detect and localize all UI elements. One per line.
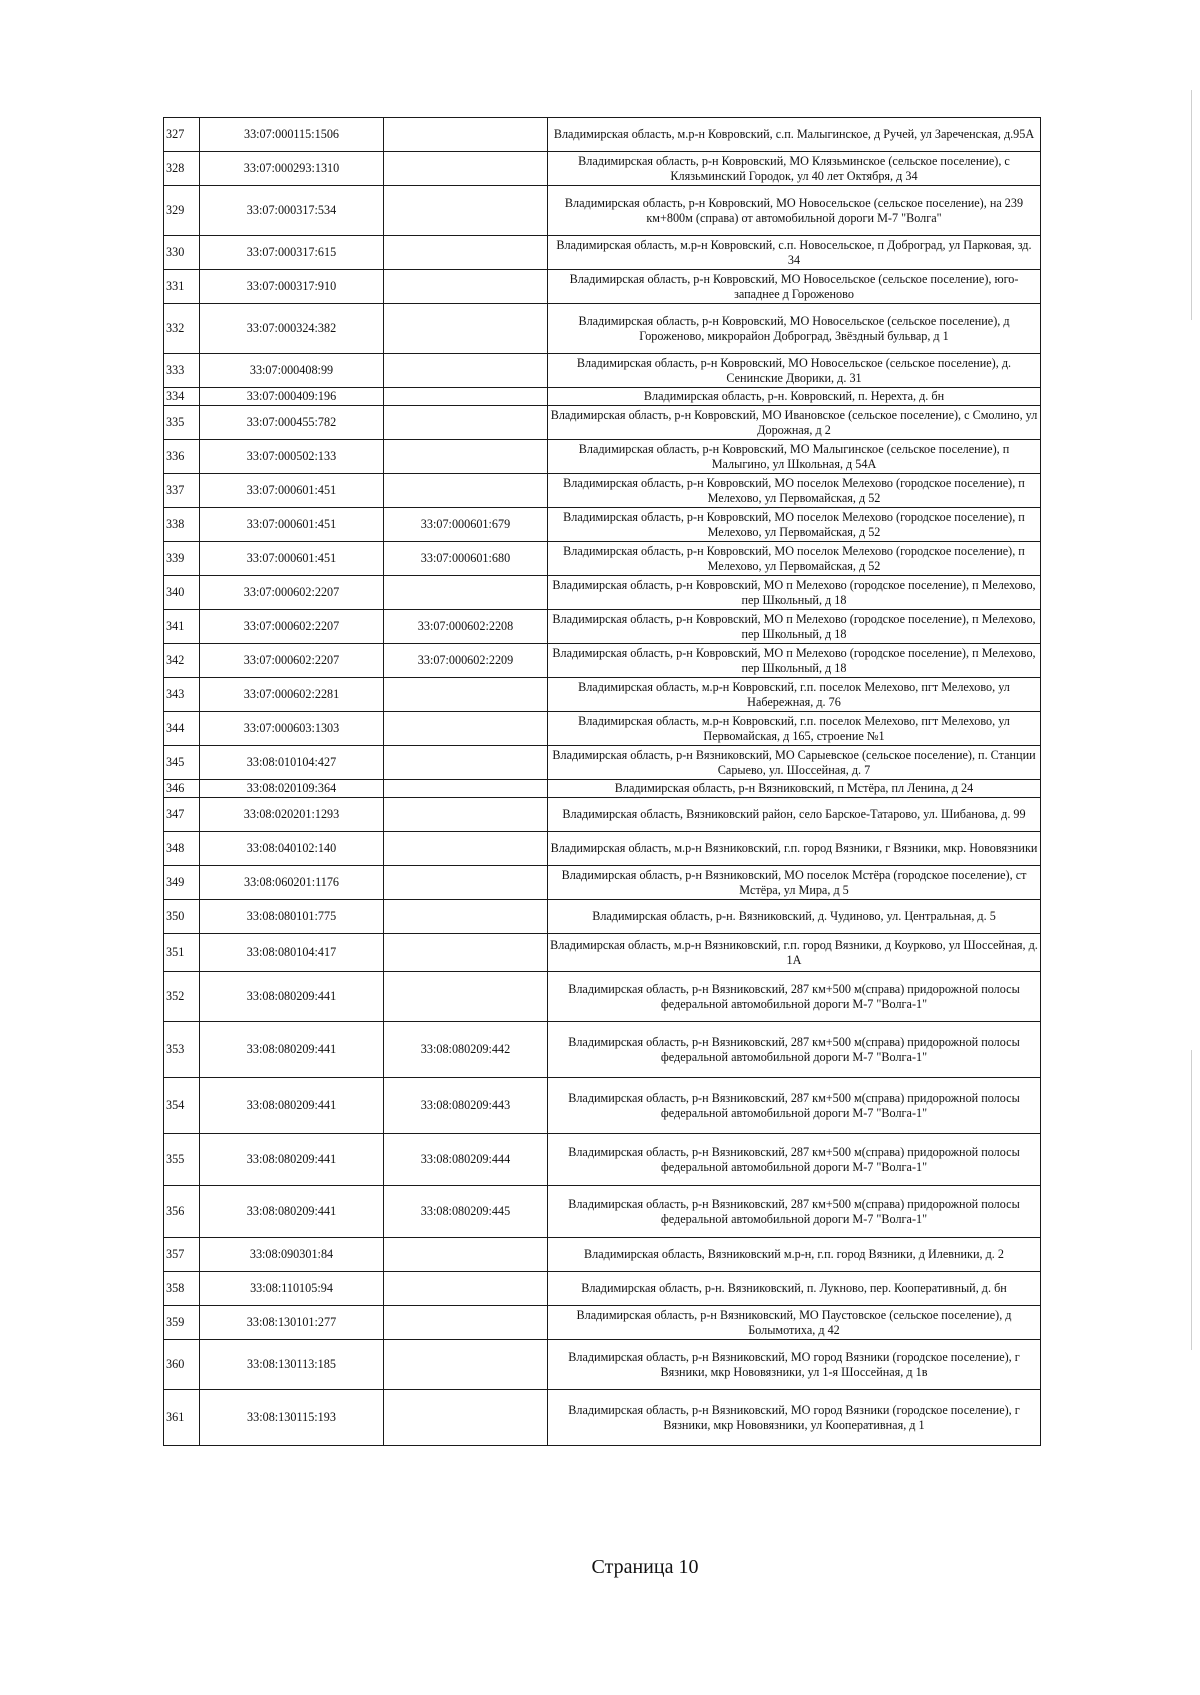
cadastral-number-cell: 33:08:130101:277 bbox=[200, 1306, 384, 1340]
address-cell: Владимирская область, р-н Ковровский, МО п Мелехово (городское поселение), п Мелехово, пер Школьный, д 18 bbox=[548, 576, 1041, 610]
cadastral-number-cell: 33:08:080209:441 bbox=[200, 1134, 384, 1186]
table-row bbox=[164, 542, 1041, 576]
cadastral-number-cell: 33:07:000408:99 bbox=[200, 354, 384, 388]
table-row bbox=[164, 712, 1041, 746]
row-number-cell: 348 bbox=[164, 832, 200, 866]
sub-cadastral-number-cell bbox=[384, 152, 548, 186]
cadastral-number-cell: 33:07:000115:1506 bbox=[200, 118, 384, 152]
address-cell: Владимирская область, р-н Ковровский, МО п Мелехово (городское поселение), п Мелехово, пер Школьный, д 18 bbox=[548, 644, 1041, 678]
address-cell: Владимирская область, р-н Ковровский, МО поселок Мелехово (городское поселение), п Мелехово, ул Первомайская, д 52 bbox=[548, 542, 1041, 576]
sub-cadastral-number-cell bbox=[384, 388, 548, 406]
scan-edge-mark bbox=[1191, 1050, 1192, 1350]
table-row bbox=[164, 832, 1041, 866]
address-cell: Владимирская область, р-н Вязниковский, п Мстёра, пл Ленина, д 24 bbox=[548, 780, 1041, 798]
table-row bbox=[164, 1134, 1041, 1186]
sub-cadastral-number-cell bbox=[384, 576, 548, 610]
row-number-cell: 347 bbox=[164, 798, 200, 832]
table-row bbox=[164, 798, 1041, 832]
cadastral-number-cell: 33:08:080209:441 bbox=[200, 1186, 384, 1238]
address-cell: Владимирская область, р-н Вязниковский, 287 км+500 м(справа) придорожной полосы федеральной автомобильной дороги М-7 "Волга-1" bbox=[548, 1134, 1041, 1186]
cadastral-number-cell: 33:07:000502:133 bbox=[200, 440, 384, 474]
address-cell: Владимирская область, р-н Ковровский, МО Новосельское (сельское поселение), д. Сенинские Дворики, д. 31 bbox=[548, 354, 1041, 388]
register-sheet bbox=[163, 117, 1040, 1446]
row-number-cell: 358 bbox=[164, 1272, 200, 1306]
row-number-cell: 343 bbox=[164, 678, 200, 712]
address-cell: Владимирская область, р-н Ковровский, МО п Мелехово (городское поселение), п Мелехово, пер Школьный, д 18 bbox=[548, 610, 1041, 644]
cadastral-number-cell: 33:07:000602:2207 bbox=[200, 576, 384, 610]
address-cell: Владимирская область, р-н Вязниковский, МО поселок Мстёра (городское поселение), ст Мстёра, ул Мира, д 5 bbox=[548, 866, 1041, 900]
address-cell: Владимирская область, р-н. Ковровский, п. Нерехта, д. бн bbox=[548, 388, 1041, 406]
table-row bbox=[164, 644, 1041, 678]
table-row bbox=[164, 900, 1041, 934]
row-number-cell: 359 bbox=[164, 1306, 200, 1340]
address-cell: Владимирская область, м.р-н Вязниковский, г.п. город Вязники, д Коурково, ул Шоссейная, д. 1А bbox=[548, 934, 1041, 972]
sub-cadastral-number-cell: 33:08:080209:443 bbox=[384, 1078, 548, 1134]
row-number-cell: 349 bbox=[164, 866, 200, 900]
row-number-cell: 346 bbox=[164, 780, 200, 798]
row-number-cell: 340 bbox=[164, 576, 200, 610]
row-number-cell: 329 bbox=[164, 186, 200, 236]
address-cell: Владимирская область, р-н Вязниковский, МО Сарыевское (сельское поселение), п. Станции Сарыево, ул. Шоссейная, д. 7 bbox=[548, 746, 1041, 780]
cadastral-number-cell: 33:07:000324:382 bbox=[200, 304, 384, 354]
table-row bbox=[164, 152, 1041, 186]
sub-cadastral-number-cell bbox=[384, 1340, 548, 1390]
cadastral-number-cell: 33:07:000317:910 bbox=[200, 270, 384, 304]
row-number-cell: 350 bbox=[164, 900, 200, 934]
cadastral-number-cell: 33:08:130113:185 bbox=[200, 1340, 384, 1390]
table-row bbox=[164, 304, 1041, 354]
page-number-label: Страница 10 bbox=[591, 1556, 699, 1578]
address-cell: Владимирская область, р-н Ковровский, МО Новосельское (сельское поселение), д Гороженово, микрорайон Доброград, Звёздный бульвар, д 1 bbox=[548, 304, 1041, 354]
cadastral-number-cell: 33:07:000602:2207 bbox=[200, 644, 384, 678]
address-cell: Владимирская область, р-н Вязниковский, 287 км+500 м(справа) придорожной полосы федеральной автомобильной дороги М-7 "Волга-1" bbox=[548, 1022, 1041, 1078]
cadastral-number-cell: 33:07:000601:451 bbox=[200, 474, 384, 508]
row-number-cell: 341 bbox=[164, 610, 200, 644]
sub-cadastral-number-cell bbox=[384, 1238, 548, 1272]
row-number-cell: 328 bbox=[164, 152, 200, 186]
sub-cadastral-number-cell bbox=[384, 1390, 548, 1446]
sub-cadastral-number-cell bbox=[384, 304, 548, 354]
row-number-cell: 345 bbox=[164, 746, 200, 780]
cadastral-number-cell: 33:07:000293:1310 bbox=[200, 152, 384, 186]
sub-cadastral-number-cell bbox=[384, 186, 548, 236]
table-row bbox=[164, 576, 1041, 610]
address-cell: Владимирская область, м.р-н Вязниковский, г.п. город Вязники, г Вязники, мкр. Нововязники bbox=[548, 832, 1041, 866]
cadastral-number-cell: 33:08:020201:1293 bbox=[200, 798, 384, 832]
table-row bbox=[164, 440, 1041, 474]
sub-cadastral-number-cell bbox=[384, 972, 548, 1022]
cadastral-number-cell: 33:08:080209:441 bbox=[200, 1078, 384, 1134]
sub-cadastral-number-cell: 33:08:080209:442 bbox=[384, 1022, 548, 1078]
sub-cadastral-number-cell bbox=[384, 678, 548, 712]
row-number-cell: 333 bbox=[164, 354, 200, 388]
cadastral-number-cell: 33:08:110105:94 bbox=[200, 1272, 384, 1306]
cadastral-number-cell: 33:08:080104:417 bbox=[200, 934, 384, 972]
sub-cadastral-number-cell bbox=[384, 1306, 548, 1340]
cadastral-number-cell: 33:07:000602:2281 bbox=[200, 678, 384, 712]
address-cell: Владимирская область, р-н Вязниковский, 287 км+500 м(справа) придорожной полосы федеральной автомобильной дороги М-7 "Волга-1" bbox=[548, 1078, 1041, 1134]
table-row bbox=[164, 270, 1041, 304]
row-number-cell: 332 bbox=[164, 304, 200, 354]
address-cell: Владимирская область, р-н Ковровский, МО поселок Мелехово (городское поселение), п Мелехово, ул Первомайская, д 52 bbox=[548, 508, 1041, 542]
address-cell: Владимирская область, м.р-н Ковровский, с.п. Малыгинское, д Ручей, ул Зареченская, д.95А bbox=[548, 118, 1041, 152]
row-number-cell: 353 bbox=[164, 1022, 200, 1078]
sub-cadastral-number-cell bbox=[384, 866, 548, 900]
address-cell: Владимирская область, Вязниковский район, село Барское-Татарово, ул. Шибанова, д. 99 bbox=[548, 798, 1041, 832]
row-number-cell: 337 bbox=[164, 474, 200, 508]
sub-cadastral-number-cell: 33:08:080209:444 bbox=[384, 1134, 548, 1186]
table-row bbox=[164, 866, 1041, 900]
address-cell: Владимирская область, р-н Вязниковский, 287 км+500 м(справа) придорожной полосы федеральной автомобильной дороги М-7 "Волга-1" bbox=[548, 972, 1041, 1022]
cadastral-number-cell: 33:07:000317:615 bbox=[200, 236, 384, 270]
table-row bbox=[164, 118, 1041, 152]
sub-cadastral-number-cell: 33:08:080209:445 bbox=[384, 1186, 548, 1238]
sub-cadastral-number-cell bbox=[384, 832, 548, 866]
table-row bbox=[164, 474, 1041, 508]
table-row bbox=[164, 1078, 1041, 1134]
address-cell: Владимирская область, р-н Ковровский, МО поселок Мелехово (городское поселение), п Мелехово, ул Первомайская, д 52 bbox=[548, 474, 1041, 508]
cadastral-number-cell: 33:07:000409:196 bbox=[200, 388, 384, 406]
cadastral-number-cell: 33:08:130115:193 bbox=[200, 1390, 384, 1446]
cadastral-number-cell: 33:08:080101:775 bbox=[200, 900, 384, 934]
sub-cadastral-number-cell bbox=[384, 746, 548, 780]
cadastral-number-cell: 33:08:080209:441 bbox=[200, 1022, 384, 1078]
address-cell: Владимирская область, р-н Ковровский, МО Новосельское (сельское поселение), на 239 км+800м (справа) от автомобильной дороги М-7 "Волга" bbox=[548, 186, 1041, 236]
scan-edge-mark bbox=[1191, 90, 1192, 320]
sub-cadastral-number-cell bbox=[384, 798, 548, 832]
address-cell: Владимирская область, Вязниковский м.р-н, г.п. город Вязники, д Илевники, д. 2 bbox=[548, 1238, 1041, 1272]
address-cell: Владимирская область, м.р-н Ковровский, г.п. поселок Мелехово, пгт Мелехово, ул Первомайская, д 165, строение №1 bbox=[548, 712, 1041, 746]
table-row bbox=[164, 406, 1041, 440]
table-row bbox=[164, 610, 1041, 644]
table-row bbox=[164, 388, 1041, 406]
cadastral-number-cell: 33:07:000601:451 bbox=[200, 508, 384, 542]
sub-cadastral-number-cell bbox=[384, 118, 548, 152]
table-row bbox=[164, 1022, 1041, 1078]
address-cell: Владимирская область, м.р-н Ковровский, с.п. Новосельское, п Доброград, ул Парковая, зд. 34 bbox=[548, 236, 1041, 270]
row-number-cell: 327 bbox=[164, 118, 200, 152]
table-row bbox=[164, 1390, 1041, 1446]
address-cell: Владимирская область, р-н Вязниковский, МО город Вязники (городское поселение), г Вязники, мкр Нововязники, ул Кооперативная, д 1 bbox=[548, 1390, 1041, 1446]
address-cell: Владимирская область, р-н Вязниковский, МО город Вязники (городское поселение), г Вязники, мкр Нововязники, ул 1-я Шоссейная, д 1в bbox=[548, 1340, 1041, 1390]
address-cell: Владимирская область, м.р-н Ковровский, г.п. поселок Мелехово, пгт Мелехово, ул Набережная, д. 76 bbox=[548, 678, 1041, 712]
sub-cadastral-number-cell bbox=[384, 474, 548, 508]
address-cell: Владимирская область, р-н. Вязниковский, п. Лукново, пер. Кооперативный, д. бн bbox=[548, 1272, 1041, 1306]
sub-cadastral-number-cell: 33:07:000602:2208 bbox=[384, 610, 548, 644]
table-row bbox=[164, 934, 1041, 972]
table-row bbox=[164, 186, 1041, 236]
row-number-cell: 330 bbox=[164, 236, 200, 270]
row-number-cell: 355 bbox=[164, 1134, 200, 1186]
sub-cadastral-number-cell bbox=[384, 712, 548, 746]
cadastral-number-cell: 33:08:010104:427 bbox=[200, 746, 384, 780]
row-number-cell: 357 bbox=[164, 1238, 200, 1272]
sub-cadastral-number-cell bbox=[384, 406, 548, 440]
address-cell: Владимирская область, р-н. Вязниковский, д. Чудиново, ул. Центральная, д. 5 bbox=[548, 900, 1041, 934]
row-number-cell: 354 bbox=[164, 1078, 200, 1134]
table-row bbox=[164, 236, 1041, 270]
sub-cadastral-number-cell bbox=[384, 270, 548, 304]
cadastral-number-cell: 33:08:090301:84 bbox=[200, 1238, 384, 1272]
cadastral-number-cell: 33:08:080209:441 bbox=[200, 972, 384, 1022]
row-number-cell: 360 bbox=[164, 1340, 200, 1390]
cadastral-number-cell: 33:08:060201:1176 bbox=[200, 866, 384, 900]
property-register-table bbox=[163, 117, 1041, 1446]
row-number-cell: 336 bbox=[164, 440, 200, 474]
sub-cadastral-number-cell bbox=[384, 780, 548, 798]
row-number-cell: 339 bbox=[164, 542, 200, 576]
address-cell: Владимирская область, р-н Вязниковский, МО Паустовское (сельское поселение), д Болымотиха, д 42 bbox=[548, 1306, 1041, 1340]
sub-cadastral-number-cell: 33:07:000602:2209 bbox=[384, 644, 548, 678]
sub-cadastral-number-cell bbox=[384, 236, 548, 270]
table-row bbox=[164, 746, 1041, 780]
sub-cadastral-number-cell: 33:07:000601:679 bbox=[384, 508, 548, 542]
row-number-cell: 331 bbox=[164, 270, 200, 304]
table-row bbox=[164, 780, 1041, 798]
table-row bbox=[164, 508, 1041, 542]
row-number-cell: 352 bbox=[164, 972, 200, 1022]
cadastral-number-cell: 33:08:020109:364 bbox=[200, 780, 384, 798]
address-cell: Владимирская область, р-н Ковровский, МО Клязьминское (сельское поселение), с Клязьминский Городок, ул 40 лет Октября, д 34 bbox=[548, 152, 1041, 186]
row-number-cell: 335 bbox=[164, 406, 200, 440]
cadastral-number-cell: 33:07:000601:451 bbox=[200, 542, 384, 576]
row-number-cell: 361 bbox=[164, 1390, 200, 1446]
row-number-cell: 351 bbox=[164, 934, 200, 972]
row-number-cell: 342 bbox=[164, 644, 200, 678]
sub-cadastral-number-cell bbox=[384, 1272, 548, 1306]
cadastral-number-cell: 33:07:000317:534 bbox=[200, 186, 384, 236]
row-number-cell: 356 bbox=[164, 1186, 200, 1238]
table-row bbox=[164, 1340, 1041, 1390]
cadastral-number-cell: 33:07:000603:1303 bbox=[200, 712, 384, 746]
address-cell: Владимирская область, р-н Вязниковский, 287 км+500 м(справа) придорожной полосы федеральной автомобильной дороги М-7 "Волга-1" bbox=[548, 1186, 1041, 1238]
address-cell: Владимирская область, р-н Ковровский, МО Ивановское (сельское поселение), с Смолино, ул Дорожная, д 2 bbox=[548, 406, 1041, 440]
table-row bbox=[164, 678, 1041, 712]
row-number-cell: 334 bbox=[164, 388, 200, 406]
table-row bbox=[164, 1306, 1041, 1340]
register-table-body bbox=[164, 118, 1041, 1446]
cadastral-number-cell: 33:07:000455:782 bbox=[200, 406, 384, 440]
cadastral-number-cell: 33:07:000602:2207 bbox=[200, 610, 384, 644]
table-row bbox=[164, 972, 1041, 1022]
sub-cadastral-number-cell bbox=[384, 934, 548, 972]
cadastral-number-cell: 33:08:040102:140 bbox=[200, 832, 384, 866]
table-row bbox=[164, 1272, 1041, 1306]
sub-cadastral-number-cell bbox=[384, 354, 548, 388]
address-cell: Владимирская область, р-н Ковровский, МО Новосельское (сельское поселение), юго-западнее д Гороженово bbox=[548, 270, 1041, 304]
row-number-cell: 338 bbox=[164, 508, 200, 542]
table-row bbox=[164, 1186, 1041, 1238]
table-row bbox=[164, 354, 1041, 388]
sub-cadastral-number-cell bbox=[384, 900, 548, 934]
address-cell: Владимирская область, р-н Ковровский, МО Малыгинское (сельское поселение), п Малыгино, ул Школьная, д 54А bbox=[548, 440, 1041, 474]
sub-cadastral-number-cell: 33:07:000601:680 bbox=[384, 542, 548, 576]
table-row bbox=[164, 1238, 1041, 1272]
row-number-cell: 344 bbox=[164, 712, 200, 746]
sub-cadastral-number-cell bbox=[384, 440, 548, 474]
